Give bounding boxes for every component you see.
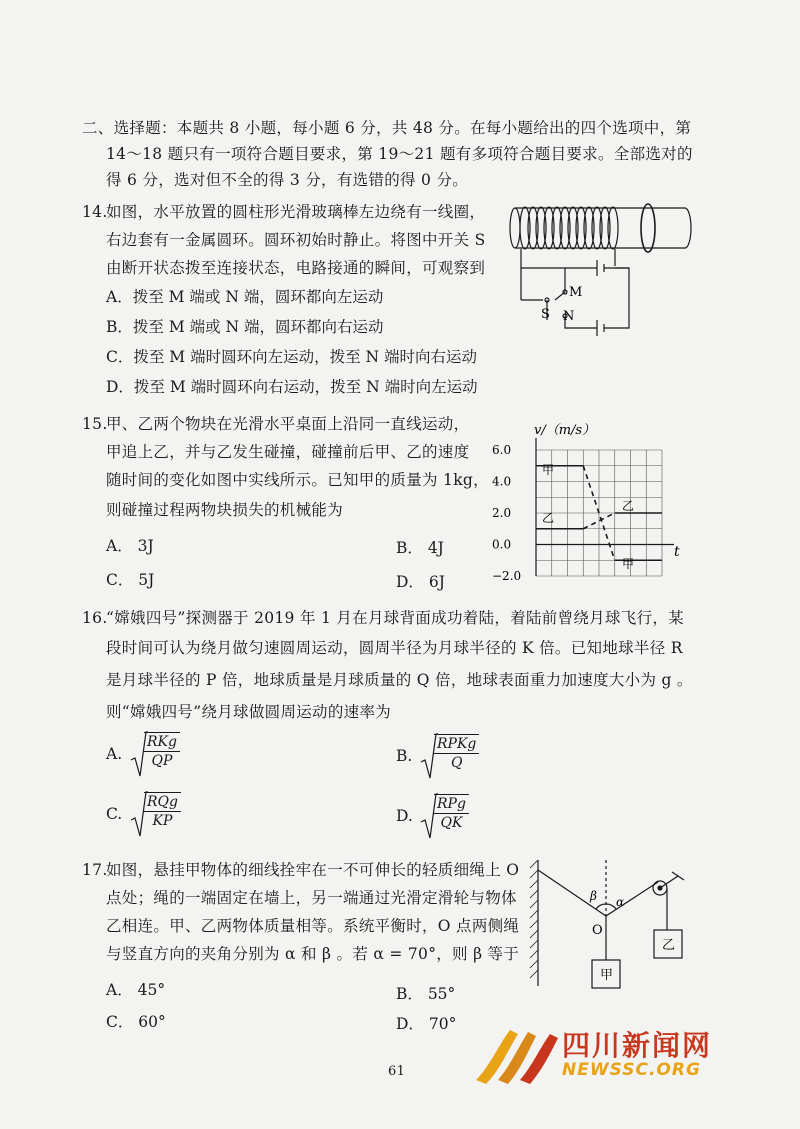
q17-line-4: 与竖直方向的夹角分别为 α 和 β 。若 α = 70°，则 β 等于 bbox=[106, 945, 520, 963]
q16-option-b-label: B. bbox=[396, 747, 413, 765]
point-o-label: O bbox=[592, 923, 603, 938]
q16-option-b-fraction bbox=[434, 734, 479, 772]
q15-option-d: D． 6J bbox=[396, 573, 445, 591]
y-tick-label: 0.0 bbox=[492, 537, 512, 552]
q15-line-2: 甲追上乙，并与乙发生碰撞，碰撞前后甲、乙的速度 bbox=[106, 443, 470, 461]
newssc-watermark bbox=[470, 1020, 720, 1090]
newssc-logo-icon bbox=[470, 1026, 566, 1086]
q16-line-3: 是月球半径的 P 倍，地球质量是月球质量的 Q 倍，地球表面重力加速度大小为 g 。 bbox=[106, 671, 693, 689]
q15-option-c: C． 5J bbox=[106, 571, 155, 589]
q15-velocity-chart bbox=[490, 418, 690, 586]
q16-option-a-label: A. bbox=[106, 745, 123, 763]
switch-label-n: N bbox=[563, 309, 575, 324]
q16-option-d-den: QK bbox=[440, 815, 463, 831]
watermark-en: NEWSSC.ORG bbox=[562, 1060, 701, 1080]
q15-option-b: B． 4J bbox=[396, 539, 444, 557]
series-label-jia: 甲 bbox=[542, 463, 555, 477]
q14-option-b: B．拨至 M 端或 N 端，圆环都向右运动 bbox=[106, 318, 384, 336]
q16-line-1: “嫦娥四号”探测器于 2019 年 1 月在月球背面成功着陆，着陆前曾绕月球飞行，某 bbox=[106, 609, 684, 627]
page-number: 61 bbox=[388, 1064, 406, 1079]
q15-line-4: 则碰撞过程两物块损失的机械能为 bbox=[106, 501, 344, 519]
block-jia-label: 甲 bbox=[600, 968, 614, 983]
q17-option-c: C． 60° bbox=[106, 1013, 166, 1031]
q14-line-2: 右边套有一金属圆环。圆环初始时静止。将图中开关 S bbox=[106, 231, 486, 249]
q15-line-3: 随时间的变化如图中实线所示。已知甲的质量为 1kg， bbox=[106, 471, 489, 489]
angle-alpha-label: α bbox=[616, 895, 625, 909]
q17-option-d: D． 70° bbox=[396, 1015, 457, 1033]
section-line-3: 得 6 分，选对但不全的得 3 分，有选错的得 0 分。 bbox=[106, 171, 469, 189]
q17-number: 17. bbox=[82, 861, 108, 879]
q17-pulley-figure bbox=[520, 856, 700, 996]
q17-line-2: 点处；绳的一端固定在墙上，另一端通过光滑定滑轮与物体 bbox=[106, 889, 517, 907]
y-tick-label: 2.0 bbox=[492, 506, 512, 520]
series-label-yi: 乙 bbox=[542, 511, 555, 525]
section-line-1: 二、选择题：本题共 8 小题，每小题 6 分，共 48 分。在每小题给出的四个选项中，第 bbox=[82, 119, 692, 137]
metal-ring-icon bbox=[641, 204, 655, 252]
q16-option-c-num: RQg bbox=[144, 793, 181, 812]
series-label-yi-after: 乙 bbox=[622, 499, 635, 513]
switch-label-s: S bbox=[541, 307, 550, 322]
section-line-2: 14～18 题只有一项符合题目要求，第 19～21 题有多项符合题目要求。全部选对的 bbox=[106, 145, 693, 163]
q16-line-4: 则“嫦娥四号”绕月球做圆周运动的速率为 bbox=[106, 703, 392, 721]
q17-option-b: B． 55° bbox=[396, 985, 456, 1003]
q14-line-3: 由断开状态拨至连接状态，电路接通的瞬间，可观察到 bbox=[106, 259, 486, 277]
series-label-jia-after: 甲 bbox=[622, 557, 635, 571]
q14-line-1: 如图，水平放置的圆柱形光滑玻璃棒左边绕有一线圈， bbox=[106, 203, 486, 221]
q16-option-d-num: RPg bbox=[434, 795, 469, 814]
q16-option-a-den: QP bbox=[151, 753, 173, 769]
q16-number: 16. bbox=[82, 609, 108, 627]
q17-line-3: 乙相连。甲、乙两物体质量相等。系统平衡时，O 点两侧绳 bbox=[106, 917, 520, 935]
y-tick-label: 6.0 bbox=[492, 443, 512, 457]
q16-option-c-den: KP bbox=[152, 813, 173, 829]
switch-label-m: M bbox=[569, 285, 583, 300]
q16-option-d-fraction bbox=[434, 794, 469, 832]
q16-option-c-fraction bbox=[144, 792, 181, 830]
chart-ylabel: v/（m/s） bbox=[534, 423, 596, 438]
q15-line-1: 甲、乙两个物块在光滑水平桌面上沿同一直线运动， bbox=[106, 415, 470, 433]
y-tick-label: 4.0 bbox=[492, 474, 512, 489]
q14-number: 14. bbox=[82, 203, 108, 221]
q16-option-c-label: C. bbox=[106, 805, 123, 823]
block-yi-label: 乙 bbox=[662, 938, 676, 953]
q16-option-d-label: D. bbox=[396, 807, 413, 825]
q16-option-b-den: Q bbox=[450, 755, 463, 771]
q15-number: 15. bbox=[82, 415, 108, 433]
q15-option-a: A． 3J bbox=[106, 537, 154, 555]
wall-hatch-icon bbox=[530, 860, 538, 978]
y-tick-label: −2.0 bbox=[492, 569, 522, 583]
chart-xlabel: t bbox=[674, 544, 680, 560]
q16-option-a-num: RKg bbox=[144, 733, 180, 752]
watermark-cn: 四川新闻网 bbox=[562, 1029, 713, 1062]
q16-line-2: 段时间可认为绕月做匀速圆周运动，圆周半径为月球半径的 K 倍。已知地球半径 R bbox=[106, 639, 683, 657]
q14-option-d: D．拨至 M 端时圆环向右运动，拨至 N 端时向左运动 bbox=[106, 378, 478, 396]
q14-option-c: C．拨至 M 端时圆环向左运动，拨至 N 端时向右运动 bbox=[106, 348, 478, 366]
q17-line-1: 如图，悬挂甲物体的细线拴牢在一不可伸长的轻质细绳上 O bbox=[106, 861, 520, 879]
coil-icon bbox=[520, 207, 618, 249]
angle-beta-label: β bbox=[590, 889, 597, 903]
q17-option-a: A． 45° bbox=[106, 981, 166, 999]
q14-circuit-figure bbox=[505, 196, 705, 346]
q16-option-a-fraction bbox=[144, 732, 180, 770]
q14-option-a: A．拨至 M 端或 N 端，圆环都向左运动 bbox=[106, 288, 384, 306]
q16-option-b-num: RPKg bbox=[434, 735, 479, 754]
